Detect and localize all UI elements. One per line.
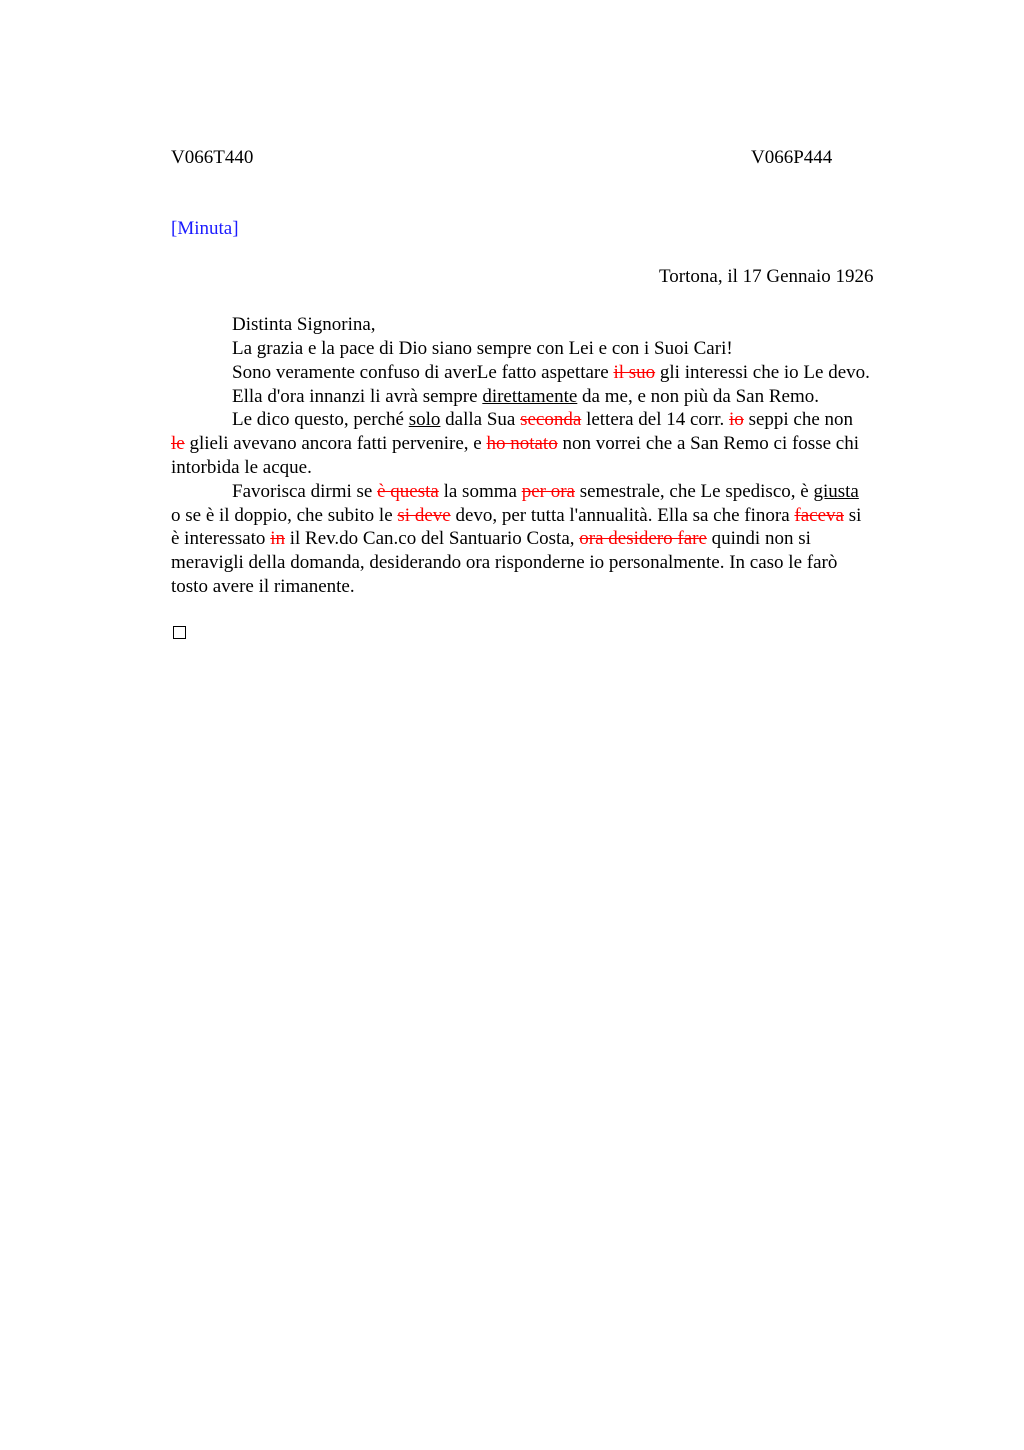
deleted-text: in bbox=[270, 528, 285, 549]
salutation: Distinta Signorina, bbox=[232, 314, 376, 335]
body-line: Sono veramente confuso di averLe fatto aspettare il suo gli interessi che io Le devo. bbox=[232, 362, 870, 383]
body-line: intorbida le acque. bbox=[171, 457, 312, 478]
body-line: è interessato in il Rev.do Can.co del Santuario Costa, ora desidero fare quindi non si bbox=[171, 528, 811, 549]
deleted-text: le bbox=[171, 433, 185, 454]
deleted-text: è questa bbox=[377, 481, 439, 502]
underlined-text: direttamente bbox=[482, 386, 578, 407]
deleted-text: si deve bbox=[397, 505, 451, 526]
body-line: o se è il doppio, che subito le si deve devo, per tutta l'annualità. Ella sa che finora faceva si bbox=[171, 505, 862, 526]
deleted-text: seconda bbox=[520, 409, 582, 430]
draft-label: [Minuta] bbox=[171, 218, 239, 239]
dateline: Tortona, il 17 Gennaio 1926 bbox=[659, 266, 874, 287]
deleted-text: per ora bbox=[521, 481, 575, 502]
body-line: Le dico questo, perché solo dalla Sua seconda lettera del 14 corr. io seppi che non bbox=[232, 409, 854, 430]
body-line: Favorisca dirmi se è questa la somma per ora semestrale, che Le spedisco, è giusta bbox=[232, 481, 859, 502]
empty-box-glyph bbox=[173, 626, 186, 639]
deleted-text: faceva bbox=[794, 505, 844, 526]
deleted-text: io bbox=[729, 409, 744, 430]
body-line: Ella d'ora innanzi li avrà sempre direttamente da me, e non più da San Remo. bbox=[232, 386, 819, 407]
deleted-text: ho notato bbox=[486, 433, 558, 454]
body-line: tosto avere il rimanente. bbox=[171, 576, 355, 597]
body-line: le glieli avevano ancora fatti pervenire, e ho notato non vorrei che a San Remo ci fosse chi bbox=[171, 433, 859, 454]
deleted-text: il suo bbox=[613, 362, 656, 383]
document-code-right: V066P444 bbox=[751, 147, 833, 168]
underlined-text: giusta bbox=[813, 481, 859, 502]
document-code-left: V066T440 bbox=[171, 147, 254, 168]
underlined-text: solo bbox=[408, 409, 441, 430]
body-line: La grazia e la pace di Dio siano sempre con Lei e con i Suoi Cari! bbox=[232, 338, 733, 359]
body-line: meravigli della domanda, desiderando ora risponderne io personalmente. In caso le farò bbox=[171, 552, 838, 573]
deleted-text: ora desidero fare bbox=[579, 528, 707, 549]
